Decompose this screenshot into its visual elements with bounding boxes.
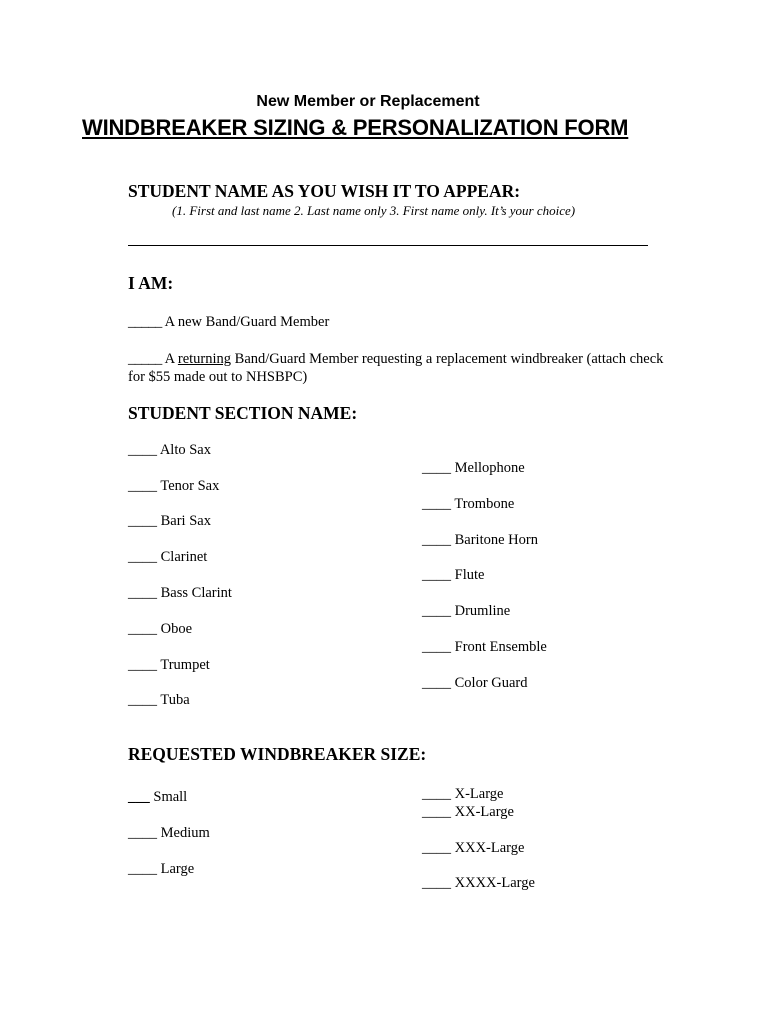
size-label: XXXX-Large (454, 875, 535, 891)
size-label: Medium (160, 825, 210, 841)
returning-word: returning (177, 351, 232, 367)
size-option-xxxx-large[interactable] (422, 875, 535, 892)
section-label: Clarinet (160, 549, 208, 565)
size-blank[interactable]: ____ (128, 825, 157, 841)
i-am-heading: I AM: (128, 273, 174, 293)
section-blank[interactable]: ____ (422, 460, 451, 476)
returning-label-rest: Band/Guard Member requesting a replacement windbreaker (attach check for $55 made out to NHSBPC) (128, 351, 664, 385)
section-label: Tenor Sax (160, 478, 220, 494)
section-blank[interactable]: ____ (128, 478, 157, 494)
student-name-note: (1. First and last name 2. Last name only 3. First name only. It’s your choice) (172, 203, 576, 218)
section-label: Front Ensemble (454, 639, 547, 655)
size-option-medium[interactable] (128, 825, 210, 842)
section-blank[interactable]: ____ (422, 675, 451, 691)
size-label: Small (153, 789, 188, 805)
section-option-tenor-sax[interactable] (128, 478, 219, 495)
size-blank[interactable]: ___ (128, 789, 150, 805)
section-blank[interactable]: ____ (422, 496, 451, 512)
section-label: Baritone Horn (454, 532, 538, 548)
section-option-flute[interactable] (422, 567, 484, 584)
section-option-baritone-horn[interactable] (422, 532, 538, 549)
section-blank[interactable]: ____ (128, 621, 157, 637)
section-option-clarinet[interactable] (128, 549, 207, 566)
section-blank[interactable]: ____ (422, 603, 451, 619)
returning-member-option[interactable] (128, 350, 668, 386)
section-option-bass-clarint[interactable] (128, 585, 232, 602)
section-option-oboe[interactable] (128, 621, 192, 638)
section-blank[interactable]: ____ (128, 657, 157, 673)
size-heading: REQUESTED WINDBREAKER SIZE: (128, 744, 427, 764)
section-option-drumline[interactable] (422, 603, 510, 620)
section-label: Trombone (454, 496, 515, 512)
size-blank[interactable]: ____ (422, 875, 451, 891)
size-blank[interactable]: ____ (422, 786, 451, 802)
section-blank[interactable]: ____ (128, 513, 157, 529)
section-label: Bari Sax (160, 513, 211, 529)
section-label: Drumline (454, 603, 511, 619)
section-option-mellophone[interactable] (422, 460, 525, 477)
section-option-alto-sax[interactable] (128, 442, 211, 459)
section-option-trumpet[interactable] (128, 657, 210, 674)
section-label: Flute (454, 567, 485, 583)
size-label: XX-Large (454, 804, 514, 820)
section-option-trombone[interactable] (422, 496, 514, 513)
size-blank[interactable]: ____ (128, 861, 157, 877)
student-name-heading: STUDENT NAME AS YOU WISH IT TO APPEAR: (128, 181, 521, 201)
section-name-heading: STUDENT SECTION NAME: (128, 403, 358, 423)
section-option-tuba[interactable] (128, 692, 190, 709)
form-title: WINDBREAKER SIZING & PERSONALIZATION FORM (82, 115, 629, 140)
new-member-option[interactable] (128, 314, 329, 331)
section-blank[interactable]: ____ (422, 567, 451, 583)
section-blank[interactable]: ____ (422, 639, 451, 655)
size-label: XXX-Large (454, 840, 525, 856)
size-option-x-large[interactable] (422, 786, 503, 803)
section-blank[interactable]: ____ (422, 532, 451, 548)
size-option-small[interactable] (128, 789, 187, 806)
size-option-large[interactable] (128, 861, 194, 878)
new-member-label: A new Band/Guard Member (164, 314, 330, 330)
section-label: Trumpet (160, 657, 210, 673)
size-label: X-Large (454, 786, 504, 802)
section-blank[interactable]: ____ (128, 585, 157, 601)
section-label: Alto Sax (159, 442, 211, 458)
new-member-blank[interactable]: _____ (128, 314, 162, 330)
section-option-bari-sax[interactable] (128, 513, 211, 530)
section-label: Oboe (160, 621, 193, 637)
returning-member-blank[interactable]: _____ (128, 351, 162, 367)
size-label: Large (160, 861, 195, 877)
section-blank[interactable]: ____ (128, 549, 157, 565)
section-option-front-ensemble[interactable] (422, 639, 547, 656)
section-blank[interactable]: ____ (128, 692, 157, 708)
section-label: Color Guard (454, 675, 528, 691)
section-blank[interactable]: ____ (128, 442, 157, 458)
returning-label-a: A (164, 351, 175, 367)
student-name-line[interactable] (128, 231, 648, 246)
section-label: Mellophone (454, 460, 525, 476)
section-label: Tuba (160, 692, 190, 708)
size-option-xx-large[interactable] (422, 804, 514, 821)
form-subtitle: New Member or Replacement (256, 93, 480, 110)
size-blank[interactable]: ____ (422, 840, 451, 856)
section-label: Bass Clarint (160, 585, 232, 601)
section-option-color-guard[interactable] (422, 675, 528, 692)
size-option-xxx-large[interactable] (422, 840, 524, 857)
size-blank[interactable]: ____ (422, 804, 451, 820)
